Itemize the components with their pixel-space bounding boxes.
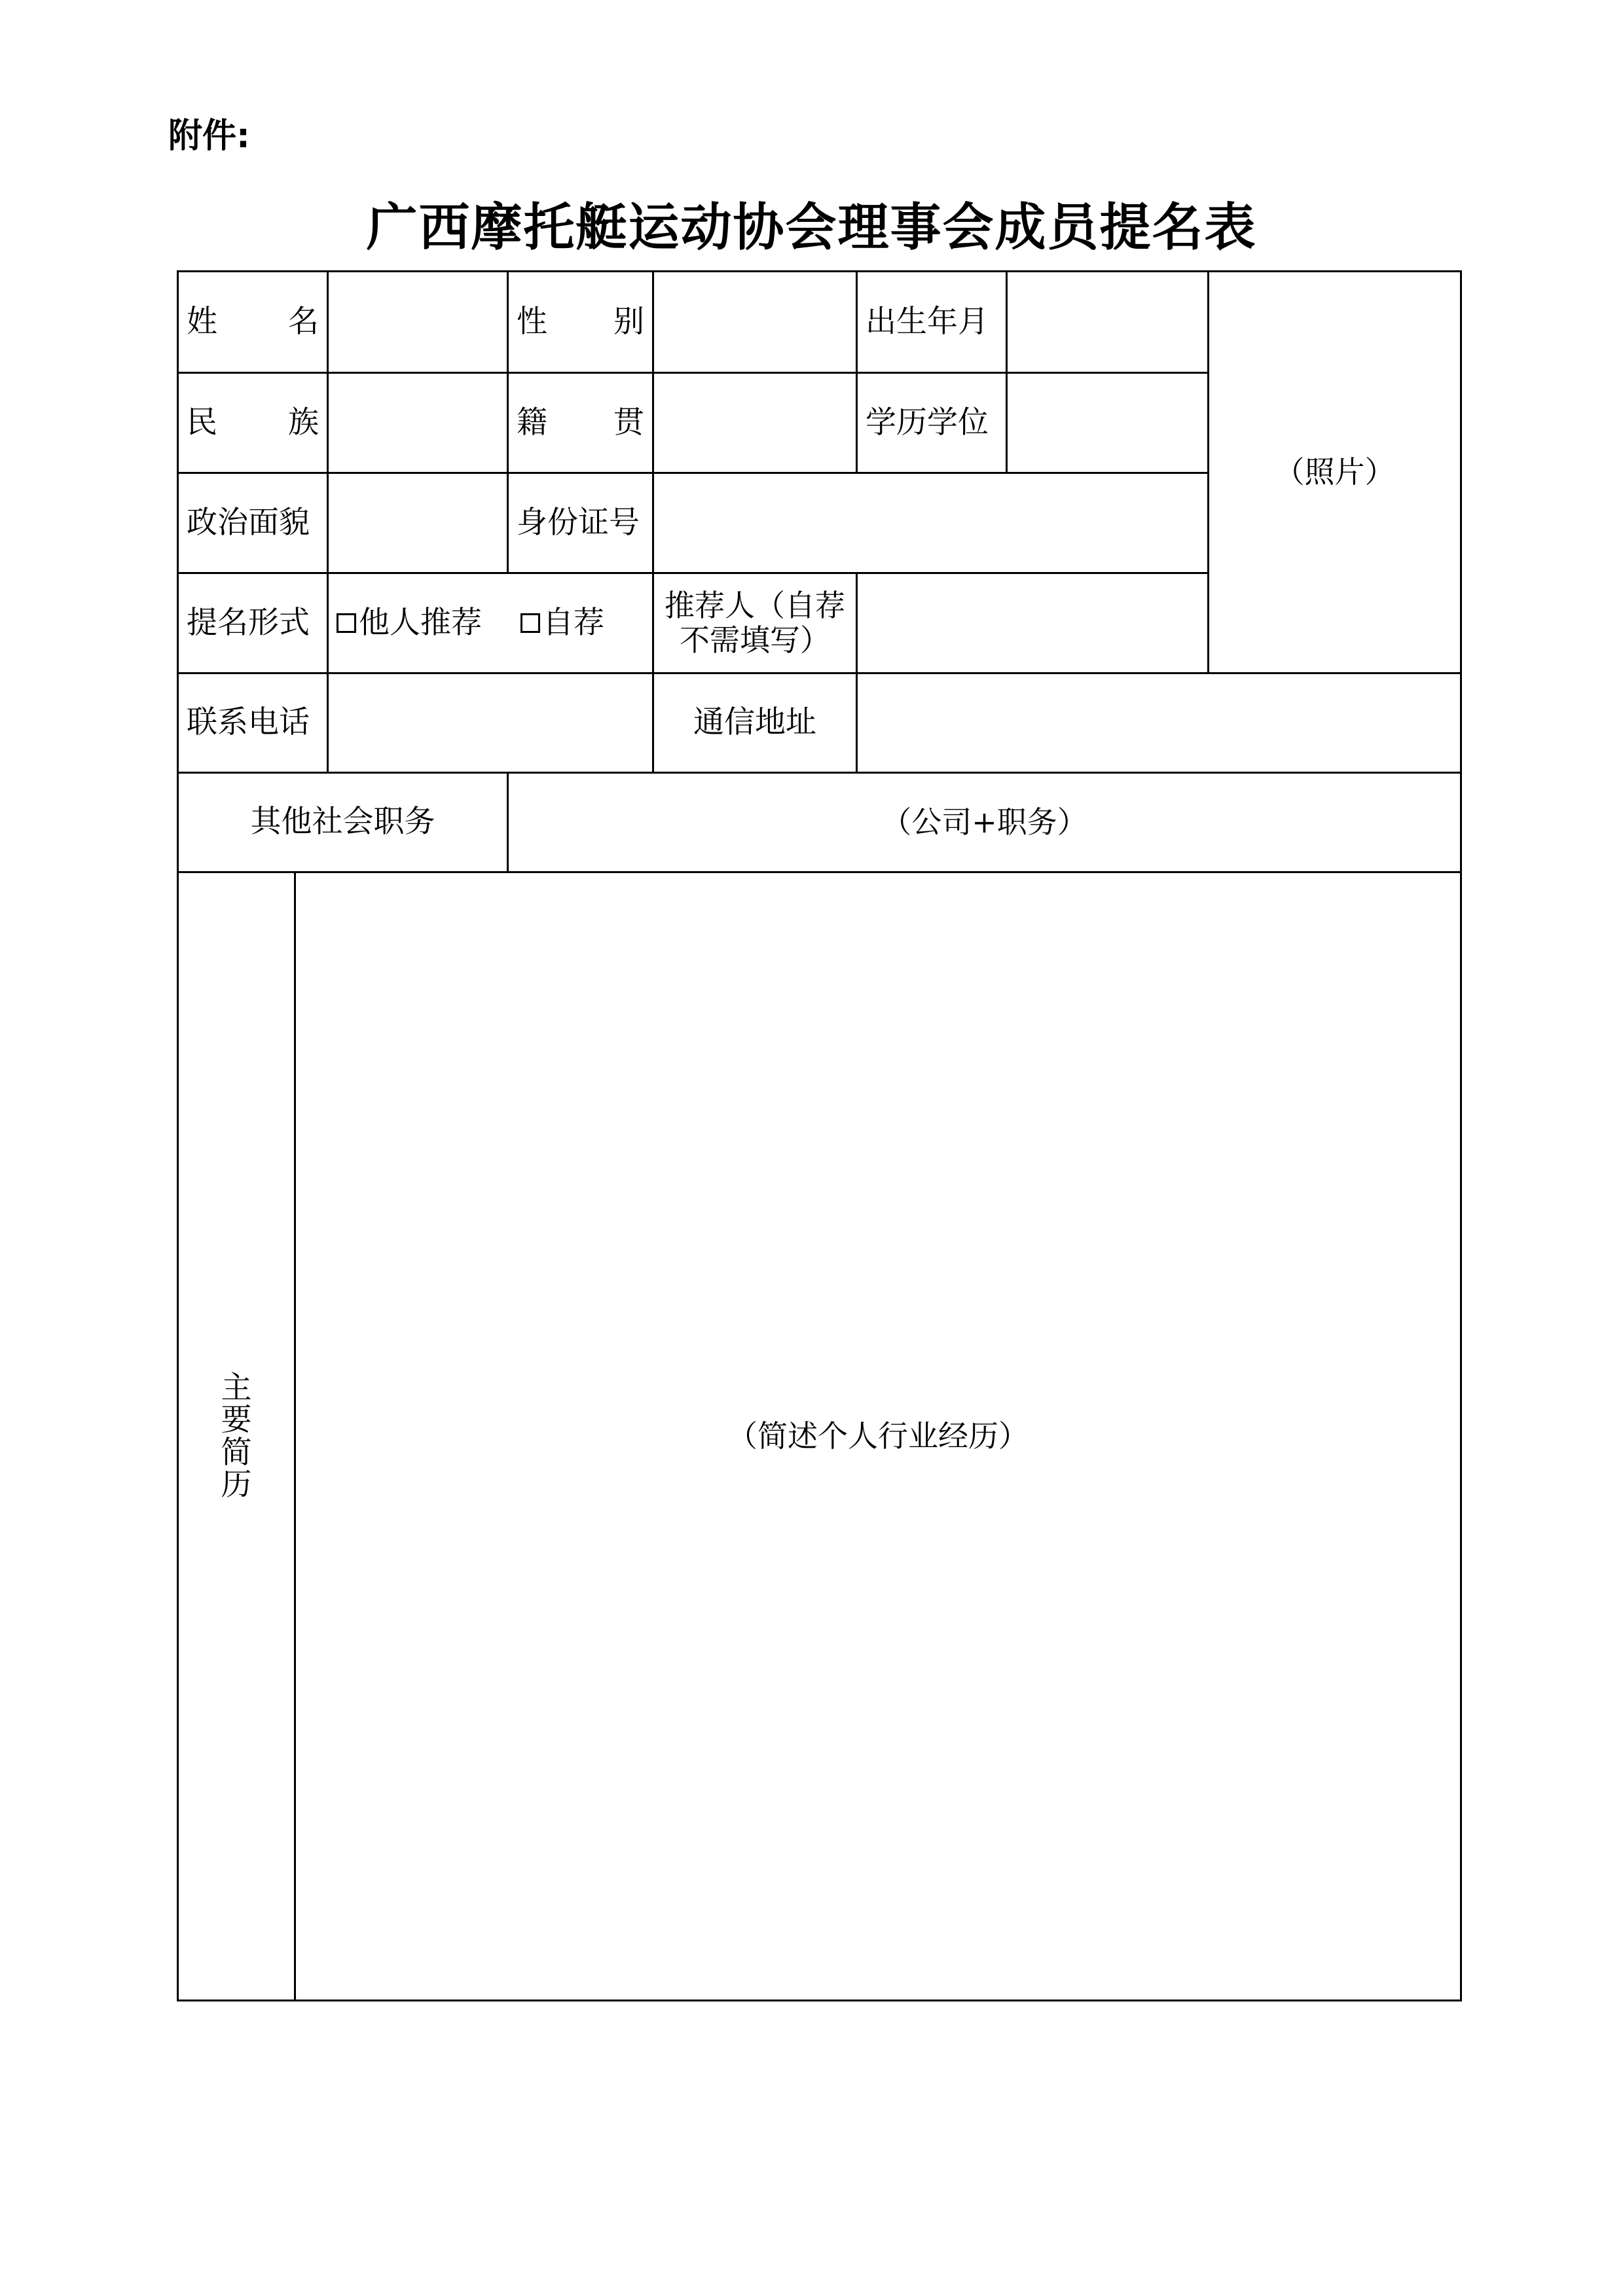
checkbox-icon[interactable]	[520, 613, 540, 633]
nomination-options	[328, 573, 653, 673]
nomination-form-table	[177, 270, 1462, 2001]
option-self-recommend[interactable]	[520, 605, 604, 641]
id-label: 身份证号	[508, 473, 653, 573]
option-self-recommend-label: 自荐	[542, 604, 604, 641]
nomination-label: 提名形式	[178, 573, 328, 673]
name-input-cell[interactable]	[328, 272, 508, 373]
other-positions-input-cell[interactable]: （公司+职务）	[508, 773, 1461, 872]
form-title: 广西摩托艇运动协会理事会成员提名表	[366, 198, 1257, 257]
education-input-cell[interactable]	[1007, 373, 1209, 473]
address-label: 通信地址	[653, 673, 857, 773]
resume-label-char: 历	[221, 1466, 252, 1503]
ethnicity-input-cell[interactable]	[328, 373, 508, 473]
resume-input-cell[interactable]: （简述个人行业经历）	[295, 872, 1461, 2001]
gender-label: 性 别	[508, 272, 653, 373]
resume-label-char: 简	[221, 1434, 252, 1471]
address-input-cell[interactable]	[857, 673, 1461, 773]
native-place-label: 籍 贯	[508, 373, 653, 473]
resume-label-char: 要	[221, 1402, 252, 1439]
education-label: 学历学位	[857, 373, 1007, 473]
photo-cell[interactable]: （照片）	[1209, 272, 1461, 673]
option-other-recommend[interactable]	[337, 605, 482, 641]
recommender-input-cell[interactable]	[857, 573, 1209, 673]
ethnicity-label: 民 族	[178, 373, 328, 473]
political-input-cell[interactable]	[328, 473, 508, 573]
attachment-label: 附件:	[168, 117, 250, 156]
option-other-recommend-label: 他人推荐	[359, 604, 482, 641]
id-input-cell[interactable]	[653, 473, 1209, 573]
name-label: 姓 名	[178, 272, 328, 373]
checkbox-icon[interactable]	[337, 613, 356, 633]
other-positions-label: 其他社会职务	[178, 773, 508, 872]
birth-input-cell[interactable]	[1007, 272, 1209, 373]
birth-label: 出生年月	[857, 272, 1007, 373]
recommender-label-line2: 不需填写）	[680, 622, 830, 658]
resume-label-char: 主	[221, 1369, 252, 1406]
recommender-label-line1: 推荐人（自荐	[665, 588, 845, 624]
recommender-label	[653, 573, 857, 673]
native-place-input-cell[interactable]	[653, 373, 857, 473]
political-label: 政治面貌	[178, 473, 328, 573]
phone-label: 联系电话	[178, 673, 328, 773]
phone-input-cell[interactable]	[328, 673, 653, 773]
resume-label	[178, 872, 295, 2001]
gender-input-cell[interactable]	[653, 272, 857, 373]
